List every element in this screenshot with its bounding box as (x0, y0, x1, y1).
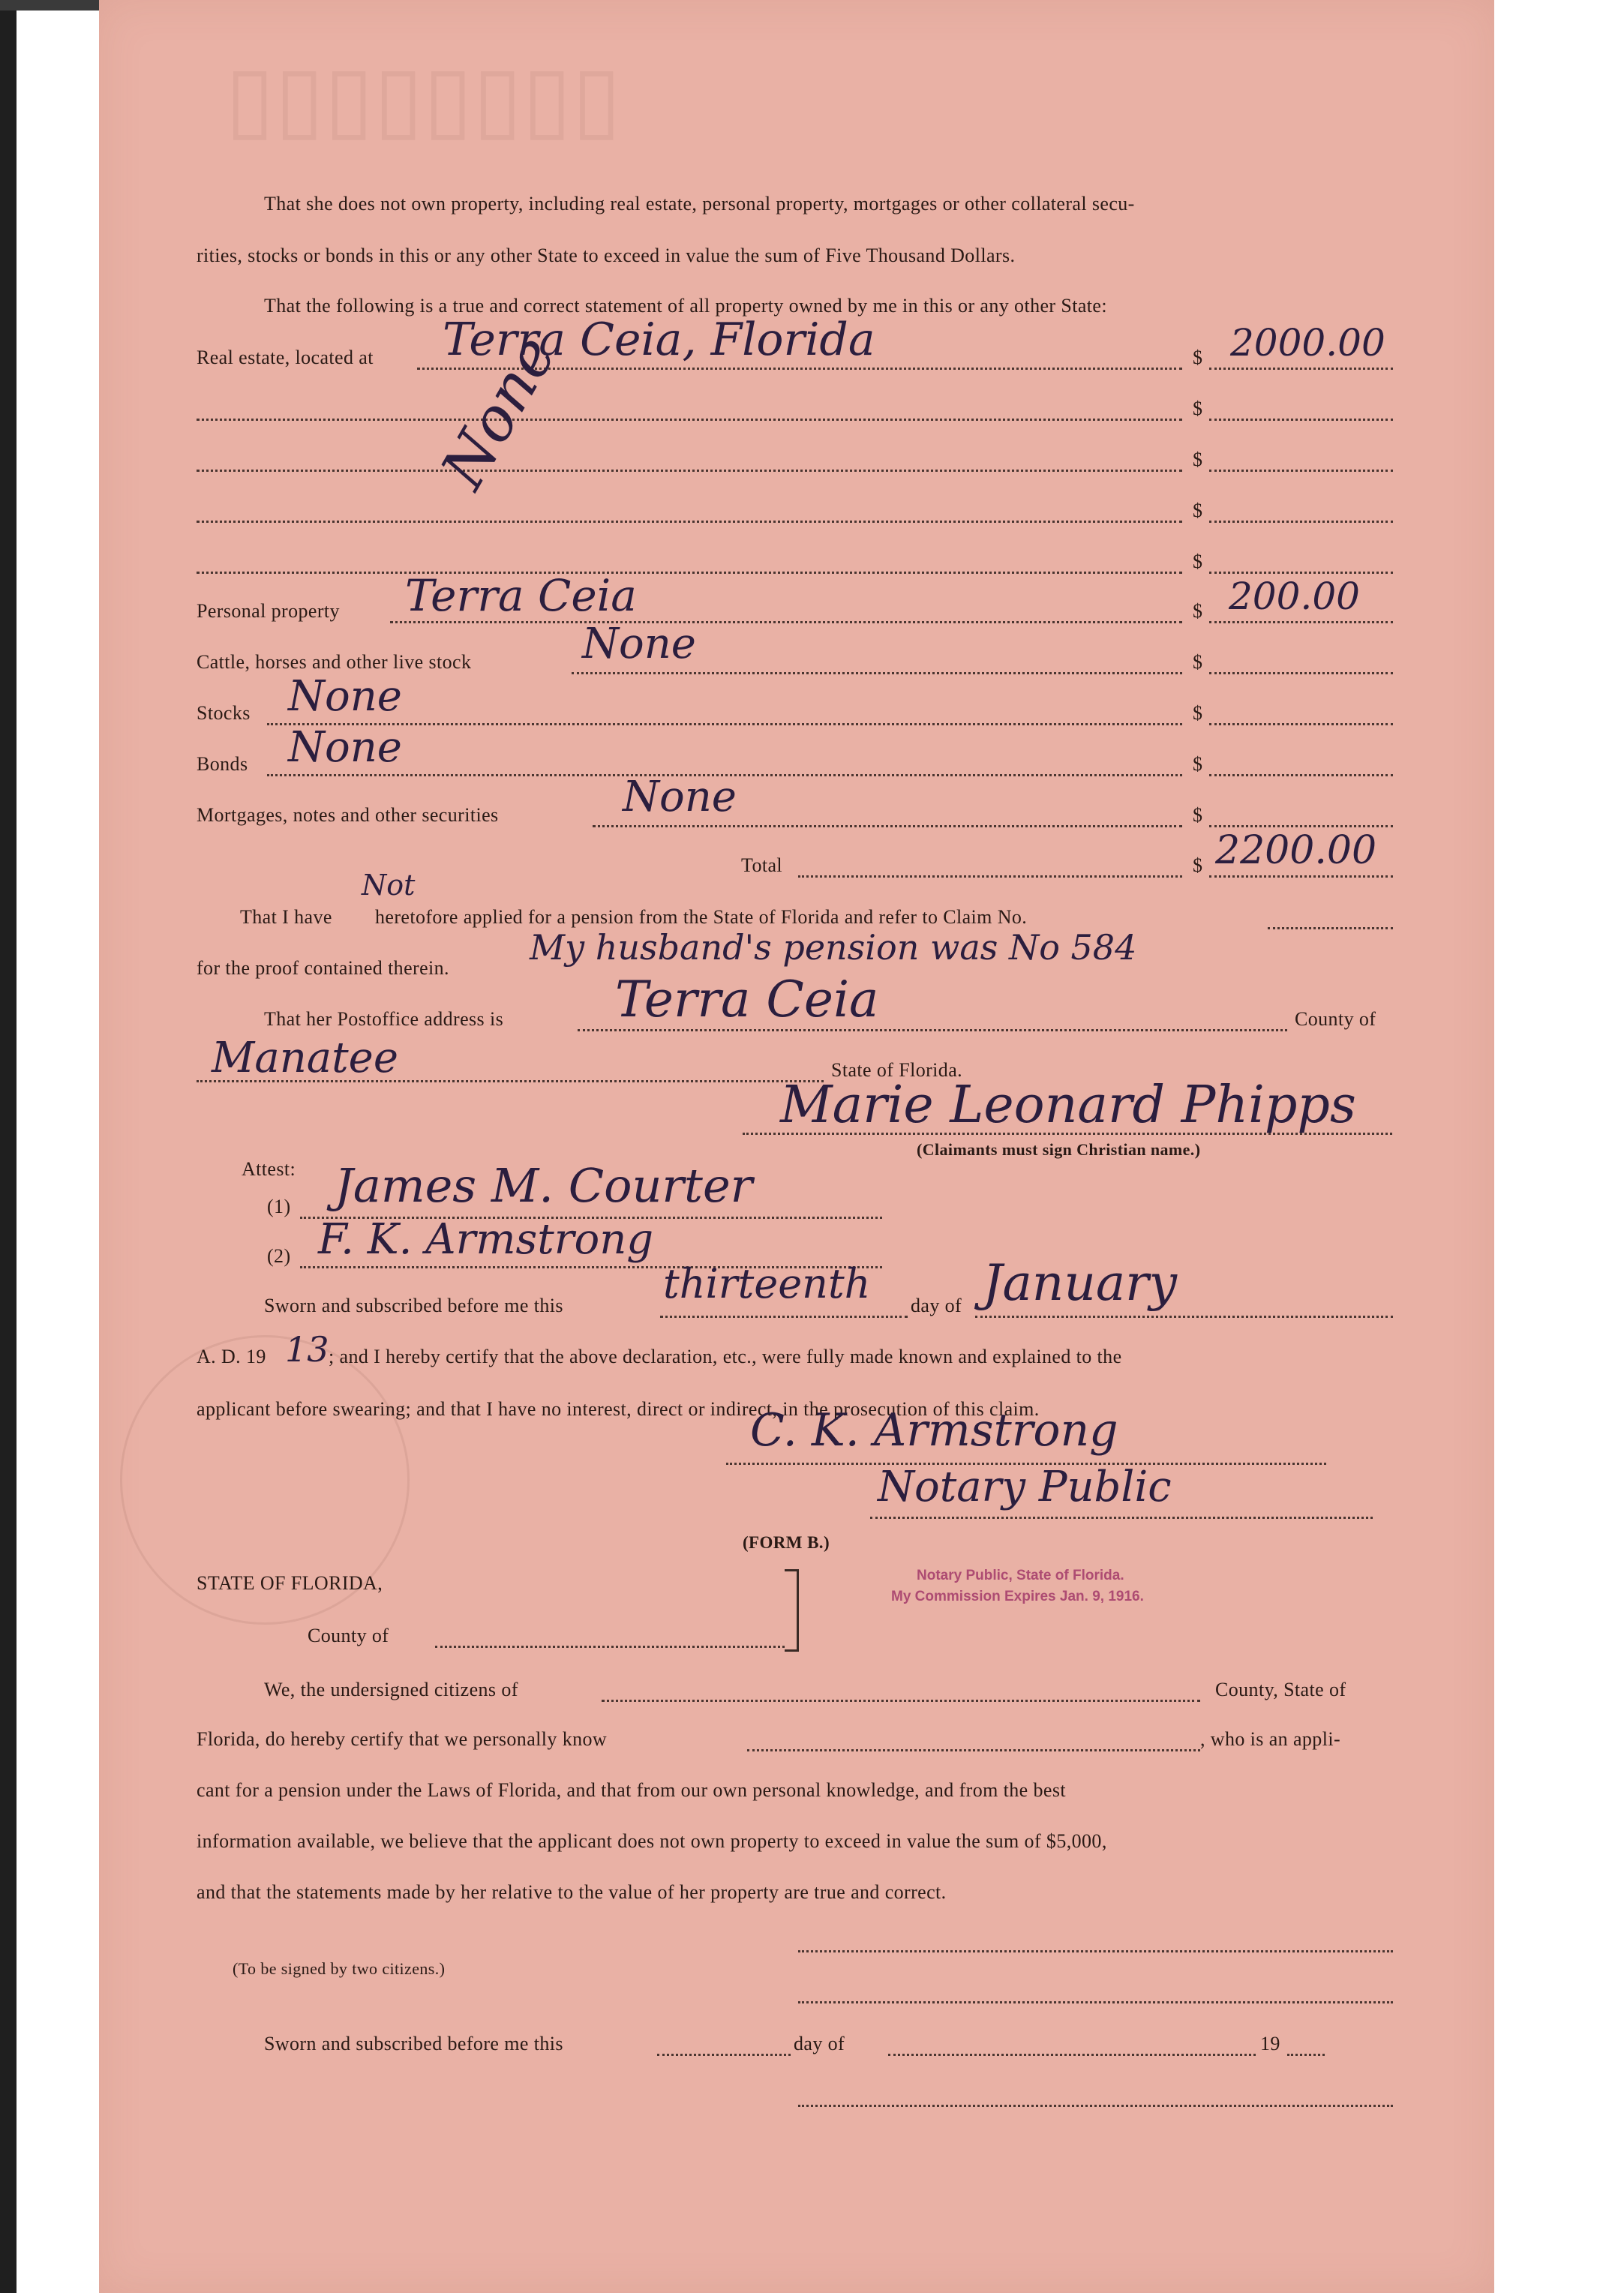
claimant-signature: Marie Leonard Phipps (780, 1076, 1356, 1135)
pension-line2: for the proof contained therein. (197, 957, 449, 979)
county-value: Manatee (212, 1034, 398, 1082)
dollar-sign: $ (1193, 398, 1203, 419)
personal-property-line (390, 621, 1182, 623)
info-line: information available, we believe that the applicant does not own property to exceed in value the sum of $5,000, (197, 1830, 1107, 1852)
stocks-line (267, 723, 1182, 725)
mortgages-label: Mortgages, notes and other securities (197, 804, 499, 826)
not-insert: Not (362, 869, 416, 902)
claim-no-line (1268, 927, 1393, 929)
stocks-value: None (288, 672, 402, 721)
total-value: 2200.00 (1215, 828, 1377, 873)
notary-b-line (798, 2105, 1393, 2107)
state-heading: STATE OF FLORIDA, (197, 1572, 383, 1594)
pension-line1-a: That I have (240, 906, 332, 928)
bonds-value-line (1209, 774, 1393, 776)
dollar-sign: $ (1193, 753, 1203, 775)
sworn-b-day-line (657, 2054, 791, 2056)
cattle-label: Cattle, horses and other live stock (197, 651, 472, 673)
personal-property-value-line (1209, 621, 1393, 623)
postoffice-value: Terra Ceia (615, 971, 879, 1028)
attest-2: (2) (267, 1245, 291, 1267)
blank-value-1 (1209, 419, 1393, 421)
mortgages-line (593, 825, 1182, 827)
dollar-sign: $ (1193, 449, 1203, 470)
personal-property-label: Personal property (197, 600, 340, 622)
sworn-day: thirteenth (663, 1260, 871, 1307)
scan-left-edge (0, 0, 17, 2293)
citizen-1-line (798, 1950, 1393, 1952)
claimant-note: (Claimants must sign Christian name.) (917, 1140, 1201, 1159)
none-scrawl: None (428, 324, 570, 500)
blank-row-1 (197, 419, 1182, 421)
applicant-name-line (747, 1749, 1200, 1751)
bleed-through-title: ▯▯▯▯▯▯▯▯ (225, 49, 622, 149)
county-line-b (435, 1646, 785, 1648)
we-line-b: County, State of (1215, 1679, 1346, 1700)
applicant-line: applicant before swearing; and that I have no interest, direct or indirect, in the prosecution of this claim. (197, 1398, 1040, 1420)
florida-line-b: , who is an appli- (1200, 1728, 1341, 1750)
blank-value-2 (1209, 470, 1393, 472)
scan-right-margin (1494, 0, 1624, 2293)
real-estate-label: Real estate, located at (197, 347, 374, 368)
notary-signature: C. K. Armstrong (750, 1404, 1118, 1457)
blank-row-2 (197, 470, 1182, 472)
dollar-sign: $ (1193, 804, 1203, 826)
attest-label: Attest: (242, 1158, 296, 1180)
dollar-sign: $ (1193, 854, 1203, 876)
claim-note: My husband's pension was No 584 (530, 927, 1137, 968)
dollar-sign: $ (1193, 651, 1203, 673)
day-of-label: day of (911, 1295, 962, 1316)
sworn-b-year: 19 (1260, 2033, 1280, 2054)
sworn-month: January (983, 1254, 1178, 1312)
dollar-sign: $ (1193, 600, 1203, 622)
para2: That the following is a true and correct statement of all property owned by me in this or any other State: (264, 295, 1107, 317)
dollar-sign: $ (1193, 500, 1203, 521)
real-estate-value-line (1209, 368, 1393, 370)
stocks-value-line (1209, 723, 1393, 725)
para1-line1: That she does not own property, including real estate, personal property, mortgages or other collateral secu- (264, 193, 1135, 215)
state-brace (785, 1569, 799, 1652)
county-label: County of (308, 1625, 389, 1646)
we-line-a: We, the undersigned citizens of (264, 1679, 518, 1700)
bonds-value: None (288, 723, 402, 772)
real-estate-value: 2000.00 (1230, 321, 1385, 365)
sworn-b-day-of: day of (794, 2033, 845, 2054)
sworn-day-line (660, 1316, 908, 1318)
pension-line1-b: heretofore applied for a pension from the State of Florida and refer to Claim No. (375, 906, 1028, 928)
total-value-line (1209, 875, 1393, 878)
we-line (602, 1700, 1200, 1702)
bonds-label: Bonds (197, 753, 248, 775)
mortgages-value: None (623, 773, 737, 821)
state-of-florida: State of Florida. (831, 1059, 963, 1081)
dollar-sign: $ (1193, 702, 1203, 724)
dollar-sign: $ (1193, 347, 1203, 368)
cattle-line (572, 672, 1182, 674)
sworn-label: Sworn and subscribed before me this (264, 1295, 563, 1316)
florida-line-a: Florida, do hereby certify that we personally know (197, 1728, 608, 1750)
ad-suffix: ; and I hereby certify that the above declaration, etc., were fully made known and explained to the (329, 1346, 1122, 1367)
witness-2-signature: F. K. Armstrong (318, 1215, 654, 1264)
stocks-label: Stocks (197, 702, 251, 724)
county-of-label: County of (1295, 1008, 1376, 1030)
notary-stamp-line2: My Commission Expires Jan. 9, 1916. (891, 1589, 1144, 1604)
year-value: 13 (285, 1329, 329, 1370)
blank-row-3 (197, 521, 1182, 523)
cant-line: cant for a pension under the Laws of Florida, and that from our own personal knowledge, and from the best (197, 1779, 1066, 1801)
citizen-2-line (798, 2001, 1393, 2003)
sworn-month-line (975, 1316, 1393, 1318)
sworn-b-label: Sworn and subscribed before me this (264, 2033, 563, 2054)
witness-1-signature: James M. Courter (335, 1158, 753, 1213)
and-line: and that the statements made by her relative to the value of her property are true and correct. (197, 1881, 947, 1903)
personal-property-location: Terra Ceia (405, 570, 637, 621)
real-estate-location: Terra Ceia, Florida (443, 314, 875, 366)
notary-stamp-line1: Notary Public, State of Florida. (917, 1568, 1124, 1583)
ad-prefix: A. D. 19 (197, 1346, 266, 1367)
total-line (798, 875, 1182, 878)
sworn-b-year-line (1287, 2054, 1325, 2056)
total-label: Total (741, 854, 783, 876)
attest-1: (1) (267, 1196, 291, 1217)
notary-title: Notary Public (878, 1463, 1172, 1511)
dollar-sign: $ (1193, 551, 1203, 572)
notary-title-line (870, 1517, 1373, 1519)
blank-row-4 (197, 572, 1182, 574)
sworn-b-month-line (888, 2054, 1256, 2056)
blank-value-4 (1209, 572, 1393, 574)
cattle-value: None (582, 620, 696, 668)
mortgages-value-line (1209, 825, 1393, 827)
cattle-value-line (1209, 672, 1393, 674)
personal-property-value: 200.00 (1229, 575, 1360, 618)
para1-line2: rities, stocks or bonds in this or any other State to exceed in value the sum of Five Thousand Dollars. (197, 245, 1016, 266)
blank-value-3 (1209, 521, 1393, 523)
form-b-heading: (FORM B.) (743, 1533, 830, 1552)
signed-note: (To be signed by two citizens.) (233, 1959, 446, 1978)
postoffice-label: That her Postoffice address is (264, 1008, 504, 1030)
postoffice-line (578, 1029, 1287, 1031)
